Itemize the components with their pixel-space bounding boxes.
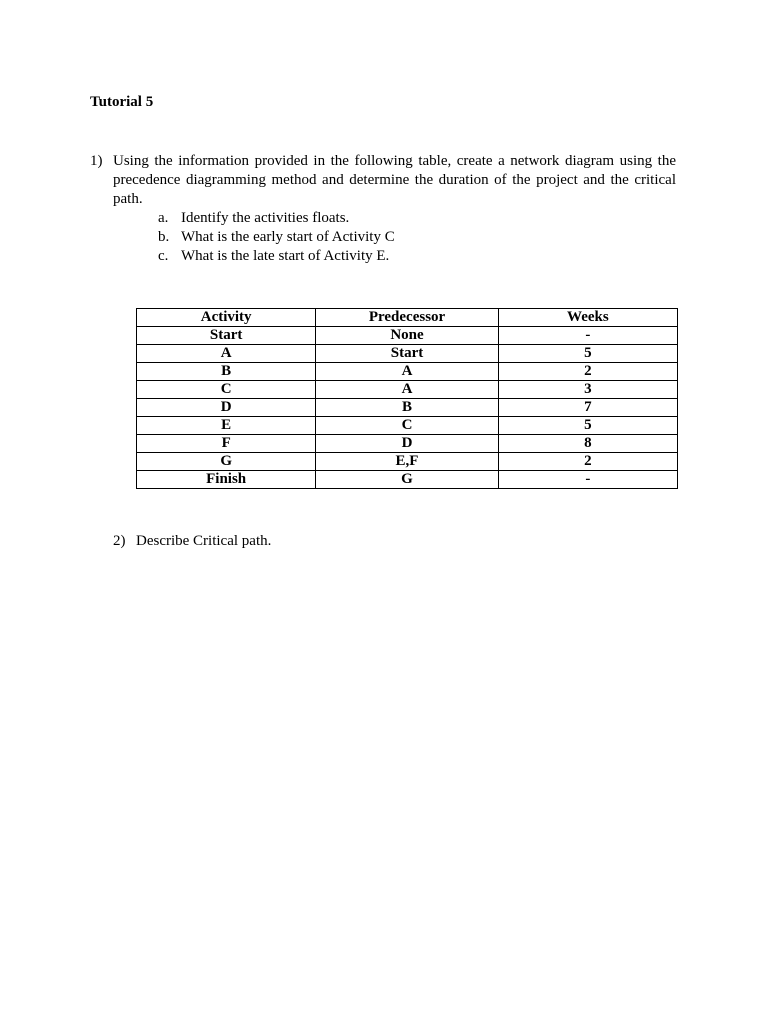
- table-row: [137, 417, 678, 435]
- activity-table: [136, 308, 678, 489]
- cell-activity: A: [137, 345, 316, 363]
- cell-activity: C: [137, 381, 316, 399]
- question-1-sub-list: [158, 209, 676, 266]
- cell-activity: F: [137, 435, 316, 453]
- cell-weeks: 2: [498, 453, 677, 471]
- question-2-text: Describe Critical path.: [136, 533, 272, 549]
- header-activity: Activity: [137, 309, 316, 327]
- table-row: [137, 381, 678, 399]
- question-1-text: Using the information provided in the following table, create a network diagram using the precedence diagramming method and determine the duration of the project and the critical path.: [113, 153, 676, 207]
- question-1: [90, 152, 676, 266]
- cell-predecessor: A: [316, 363, 498, 381]
- cell-predecessor: A: [316, 381, 498, 399]
- cell-weeks: 5: [498, 345, 677, 363]
- table-header-row: [137, 309, 678, 327]
- question-2: [113, 532, 271, 551]
- table-row: [137, 327, 678, 345]
- cell-predecessor: E,F: [316, 453, 498, 471]
- table-row: [137, 453, 678, 471]
- cell-activity: D: [137, 399, 316, 417]
- sub-item-c: [158, 247, 676, 266]
- sub-item-text: Identify the activities floats.: [181, 210, 350, 226]
- cell-predecessor: G: [316, 471, 498, 489]
- cell-predecessor: None: [316, 327, 498, 345]
- table-row: [137, 345, 678, 363]
- cell-predecessor: B: [316, 399, 498, 417]
- table-row: [137, 399, 678, 417]
- table-row: [137, 435, 678, 453]
- header-weeks: Weeks: [498, 309, 677, 327]
- cell-weeks: 3: [498, 381, 677, 399]
- cell-predecessor: D: [316, 435, 498, 453]
- sub-item-marker: b.: [158, 229, 170, 245]
- sub-item-marker: c.: [158, 248, 169, 264]
- cell-activity: B: [137, 363, 316, 381]
- cell-activity: E: [137, 417, 316, 435]
- page-title: Tutorial 5: [90, 94, 154, 110]
- cell-activity: G: [137, 453, 316, 471]
- cell-weeks: 7: [498, 399, 677, 417]
- sub-item-text: What is the late start of Activity E.: [181, 248, 390, 264]
- sub-item-marker: a.: [158, 210, 169, 226]
- cell-predecessor: C: [316, 417, 498, 435]
- table-row: [137, 363, 678, 381]
- cell-activity: Start: [137, 327, 316, 345]
- question-1-number: 1): [90, 153, 103, 169]
- sub-item-text: What is the early start of Activity C: [181, 229, 395, 245]
- cell-predecessor: Start: [316, 345, 498, 363]
- cell-weeks: -: [498, 327, 677, 345]
- sub-item-a: [158, 209, 676, 228]
- question-2-number: 2): [113, 533, 126, 549]
- cell-weeks: 8: [498, 435, 677, 453]
- cell-activity: Finish: [137, 471, 316, 489]
- cell-weeks: -: [498, 471, 677, 489]
- table-row: [137, 471, 678, 489]
- sub-item-b: [158, 228, 676, 247]
- cell-weeks: 2: [498, 363, 677, 381]
- cell-weeks: 5: [498, 417, 677, 435]
- header-predecessor: Predecessor: [316, 309, 498, 327]
